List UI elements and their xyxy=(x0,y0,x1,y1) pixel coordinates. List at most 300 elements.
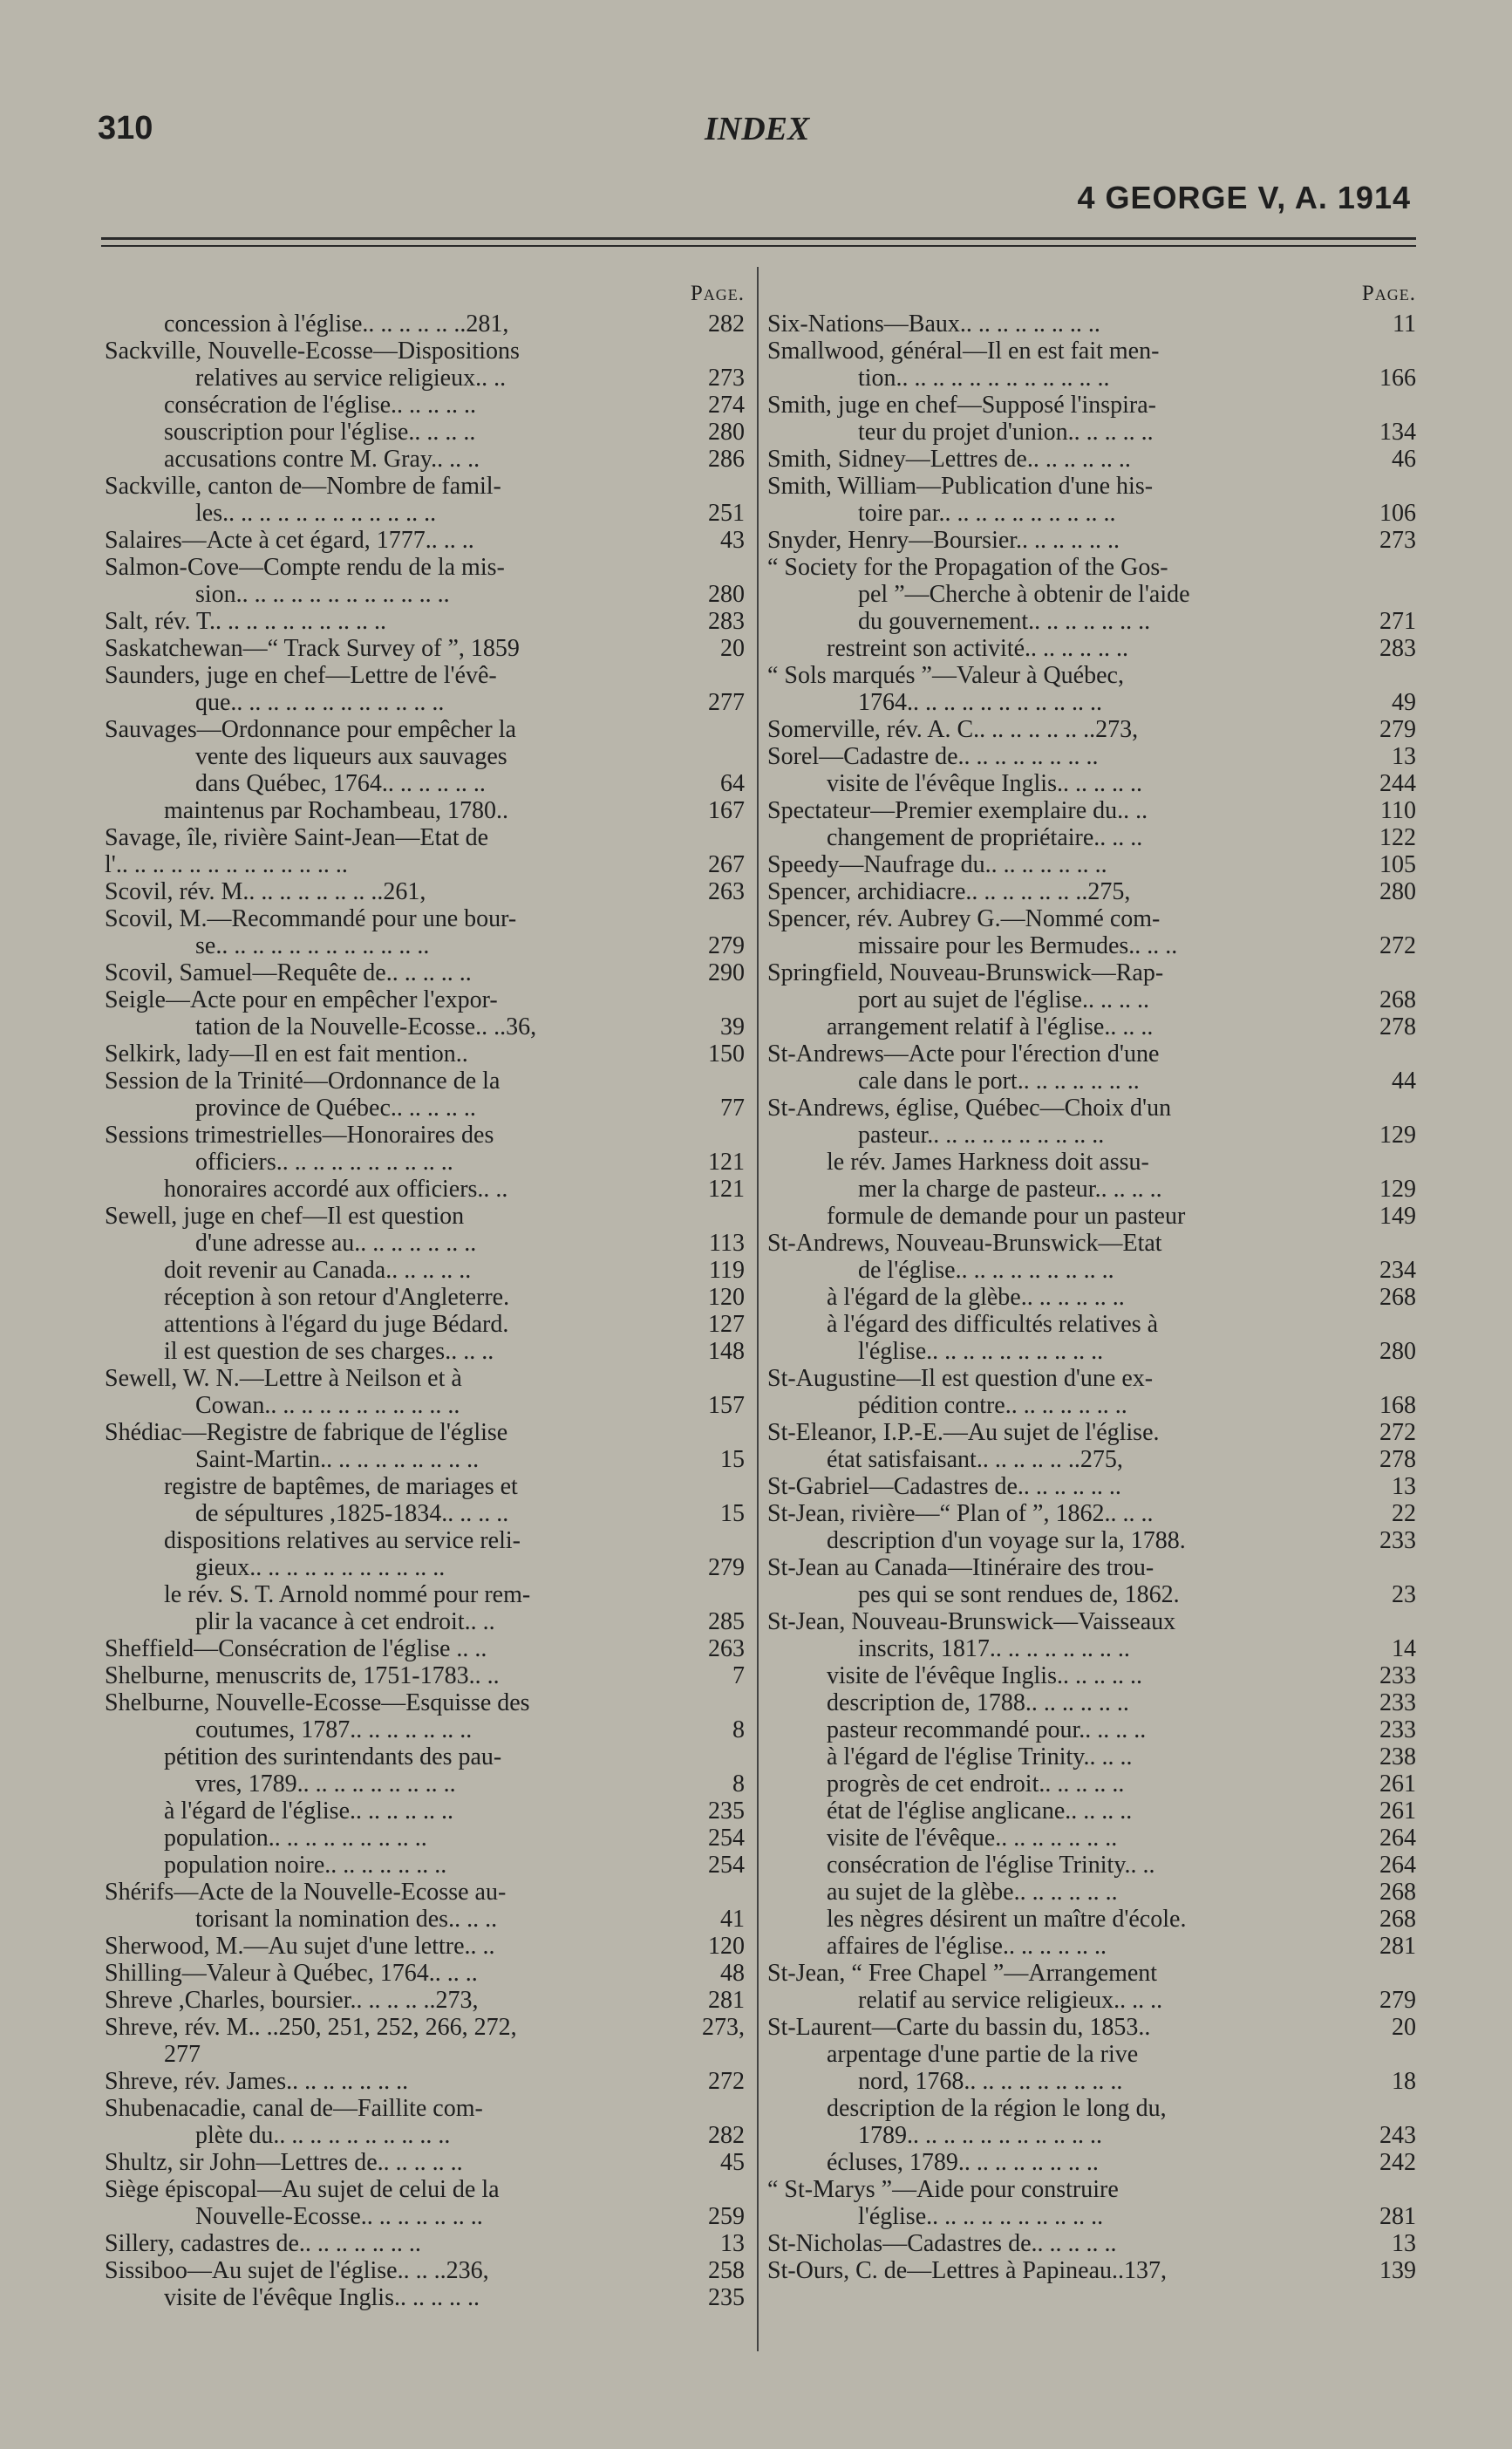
index-entry xyxy=(764,1040,1416,1068)
index-entry xyxy=(764,2068,1416,2095)
index-entry xyxy=(764,878,1416,905)
index-entry xyxy=(101,392,745,419)
entry-page-ref: 113 xyxy=(709,1230,745,1257)
entry-page-ref: 279 xyxy=(708,932,745,959)
entry-text: état satisfaisant.. .. .. .. .. ..275, xyxy=(827,1446,1123,1473)
entries-left xyxy=(101,310,745,2311)
entry-text: arpentage d'une partie de la rive xyxy=(827,2041,1139,2068)
entry-page-ref: 273, xyxy=(702,2014,745,2041)
entry-page-ref: 280 xyxy=(708,581,745,608)
entry-text: visite de l'évêque Inglis.. .. .. .. .. xyxy=(827,770,1142,797)
index-entry xyxy=(764,986,1416,1013)
index-entry xyxy=(101,1068,745,1095)
entry-text: Sauvages—Ordonnance pour empêcher la xyxy=(105,716,516,743)
entry-page-ref xyxy=(1409,473,1416,500)
entry-text: “ St-Marys ”—Aide pour construire xyxy=(767,2176,1119,2203)
entry-text: Saint-Martin.. .. .. .. .. .. .. .. .. xyxy=(195,1446,480,1473)
entry-page-ref xyxy=(738,1122,745,1149)
entry-page-ref: 64 xyxy=(720,770,745,797)
index-entry xyxy=(764,581,1416,608)
entry-page-ref: 148 xyxy=(708,1338,745,1365)
entry-page-ref xyxy=(738,1689,745,1716)
entry-page-ref: 20 xyxy=(720,635,745,662)
entry-text: St-Eleanor, I.P.-E.—Au sujet de l'église. xyxy=(767,1419,1160,1446)
index-entry xyxy=(764,1852,1416,1879)
entry-text: Session de la Trinité—Ordonnance de la xyxy=(105,1068,501,1095)
index-entry xyxy=(101,1906,745,1933)
index-entry xyxy=(101,1500,745,1527)
entry-text: Saunders, juge en chef—Lettre de l'évê- xyxy=(105,662,497,689)
entry-text: description de la région le long du, xyxy=(827,2095,1167,2122)
entry-text: les.. .. .. .. .. .. .. .. .. .. .. .. xyxy=(195,500,437,527)
index-entry xyxy=(764,1960,1416,1987)
entry-text: Sackville, canton de—Nombre de famil- xyxy=(105,473,501,500)
index-entry xyxy=(764,1311,1416,1338)
entry-text: que.. .. .. .. .. .. .. .. .. .. .. .. xyxy=(195,689,445,716)
entry-page-ref: 106 xyxy=(1379,500,1416,527)
index-entry xyxy=(101,581,745,608)
index-entry xyxy=(101,1176,745,1203)
index-entry xyxy=(764,338,1416,365)
entry-page-ref: 8 xyxy=(732,1716,745,1743)
index-entry xyxy=(764,500,1416,527)
index-entry xyxy=(764,824,1416,851)
entry-page-ref xyxy=(738,662,745,689)
entry-page-ref: 290 xyxy=(708,959,745,986)
index-entry xyxy=(764,743,1416,770)
entry-text: tion.. .. .. .. .. .. .. .. .. .. .. .. xyxy=(858,365,1110,392)
entry-page-ref xyxy=(738,1527,745,1554)
index-entry xyxy=(764,1879,1416,1906)
index-entry xyxy=(101,797,745,824)
entry-text: Sorel—Cadastre de.. .. .. .. .. .. .. .. xyxy=(767,743,1099,770)
entry-text: accusations contre M. Gray.. .. .. xyxy=(164,446,480,473)
index-entry xyxy=(101,770,745,797)
entry-text: missaire pour les Bermudes.. .. .. xyxy=(858,932,1178,959)
entry-page-ref xyxy=(738,905,745,932)
index-entry xyxy=(764,554,1416,581)
entry-text: St-Jean, Nouveau-Brunswick—Vaisseaux xyxy=(767,1608,1176,1635)
entry-page-ref: 268 xyxy=(1379,1284,1416,1311)
entry-text: Six-Nations—Baux.. .. .. .. .. .. .. .. xyxy=(767,310,1100,338)
entry-text: population noire.. .. .. .. .. .. .. xyxy=(164,1852,447,1879)
entry-text: pasteur recommandé pour.. .. .. .. xyxy=(827,1716,1147,1743)
entry-text: 1764.. .. .. .. .. .. .. .. .. .. .. xyxy=(858,689,1102,716)
entry-text: état de l'église anglicane.. .. .. .. xyxy=(827,1798,1133,1825)
entry-page-ref: 45 xyxy=(720,2149,745,2176)
entry-text: toire par.. .. .. .. .. .. .. .. .. .. xyxy=(858,500,1116,527)
index-entry xyxy=(764,1635,1416,1662)
entry-page-ref: 286 xyxy=(708,446,745,473)
entry-page-ref xyxy=(1409,1608,1416,1635)
entry-text: changement de propriétaire.. .. .. xyxy=(827,824,1143,851)
entry-page-ref: 134 xyxy=(1379,419,1416,446)
entry-page-ref: 281 xyxy=(1379,1933,1416,1960)
index-entry xyxy=(764,1825,1416,1852)
entry-page-ref: 110 xyxy=(1380,797,1416,824)
entry-text: relatives au service religieux.. .. xyxy=(195,365,507,392)
entry-page-ref: 43 xyxy=(720,527,745,554)
index-entry xyxy=(764,2203,1416,2230)
entry-page-ref: 122 xyxy=(1379,824,1416,851)
entry-page-ref: 233 xyxy=(1379,1716,1416,1743)
entry-text: St-Jean, “ Free Chapel ”—Arrangement xyxy=(767,1960,1158,1987)
entry-page-ref: 254 xyxy=(708,1825,745,1852)
index-entry xyxy=(101,851,745,878)
index-entry xyxy=(764,1473,1416,1500)
entry-text: Nouvelle-Ecosse.. .. .. .. .. .. .. xyxy=(195,2203,483,2230)
index-entry xyxy=(101,1203,745,1230)
index-entry xyxy=(764,1716,1416,1743)
index-entry xyxy=(101,1689,745,1716)
entry-text: pétition des surintendants des pau- xyxy=(164,1743,502,1770)
entry-text: Savage, île, rivière Saint-Jean—Etat de xyxy=(105,824,489,851)
entry-page-ref xyxy=(738,986,745,1013)
index-entry xyxy=(101,527,745,554)
index-entry xyxy=(764,1203,1416,1230)
entry-text: visite de l'évêque Inglis.. .. .. .. .. xyxy=(827,1662,1142,1689)
entry-text: “ Sols marqués ”—Valeur à Québec, xyxy=(767,662,1124,689)
entry-page-ref: 273 xyxy=(1379,527,1416,554)
index-entry xyxy=(101,446,745,473)
entry-page-ref xyxy=(1409,392,1416,419)
entry-page-ref: 150 xyxy=(708,1040,745,1068)
entry-text: Shelburne, menuscrits de, 1751-1783.. .. xyxy=(105,1662,500,1689)
entry-page-ref: 49 xyxy=(1392,689,1416,716)
entry-text: St-Nicholas—Cadastres de.. .. .. .. .. xyxy=(767,2230,1117,2257)
entry-text: Shelburne, Nouvelle-Ecosse—Esquisse des xyxy=(105,1689,530,1716)
index-entry xyxy=(101,1013,745,1040)
entry-text: Smith, juge en chef—Supposé l'inspira- xyxy=(767,392,1156,419)
index-entry xyxy=(101,1257,745,1284)
entry-page-ref: 280 xyxy=(1379,878,1416,905)
entry-page-ref: 13 xyxy=(1392,2230,1416,2257)
index-entry xyxy=(101,2257,745,2284)
index-entry xyxy=(101,1743,745,1770)
entry-page-ref: 279 xyxy=(708,1554,745,1581)
entry-text: visite de l'évêque.. .. .. .. .. .. .. xyxy=(827,1825,1118,1852)
index-entry xyxy=(764,689,1416,716)
running-header: 4 GEORGE V, A. 1914 xyxy=(1077,180,1411,215)
index-entry xyxy=(101,878,745,905)
entry-text: doit revenir au Canada.. .. .. .. .. xyxy=(164,1257,472,1284)
entry-text: formule de demande pour un pasteur xyxy=(827,1203,1186,1230)
index-entry xyxy=(764,2095,1416,2122)
index-entry xyxy=(101,1149,745,1176)
index-entry xyxy=(101,500,745,527)
index-entry xyxy=(764,1743,1416,1770)
entry-page-ref: 149 xyxy=(1379,1203,1416,1230)
entry-text: Salaires—Acte à cet égard, 1777.. .. .. xyxy=(105,527,474,554)
index-entry xyxy=(764,662,1416,689)
entry-page-ref: 272 xyxy=(708,2068,745,2095)
entry-page-ref: 41 xyxy=(720,1906,745,1933)
header-rule xyxy=(101,237,1416,240)
entry-page-ref xyxy=(1409,1230,1416,1257)
entry-page-ref: 168 xyxy=(1379,1392,1416,1419)
index-entry xyxy=(101,1825,745,1852)
index-entry xyxy=(764,1230,1416,1257)
page-column-label: Page. xyxy=(1361,282,1416,305)
entry-page-ref: 268 xyxy=(1379,1906,1416,1933)
column-divider xyxy=(757,267,759,2351)
entry-page-ref: 280 xyxy=(708,419,745,446)
index-entry xyxy=(764,1662,1416,1689)
entry-page-ref: 251 xyxy=(708,500,745,527)
entry-page-ref: 254 xyxy=(708,1852,745,1879)
entry-text: St-Jean, rivière—“ Plan of ”, 1862.. .. .. xyxy=(767,1500,1154,1527)
index-entry xyxy=(101,1122,745,1149)
entry-page-ref: 15 xyxy=(720,1500,745,1527)
entry-page-ref: 121 xyxy=(708,1176,745,1203)
entry-text: consécration de l'église.. .. .. .. .. xyxy=(164,392,477,419)
entry-text: d'une adresse au.. .. .. .. .. .. .. xyxy=(195,1230,477,1257)
entry-text: du gouvernement.. .. .. .. .. .. .. xyxy=(858,608,1151,635)
entry-text: St-Gabriel—Cadastres de.. .. .. .. .. .. xyxy=(767,1473,1121,1500)
index-entry xyxy=(764,608,1416,635)
entry-page-ref xyxy=(738,554,745,581)
entry-page-ref: 20 xyxy=(1392,2014,1416,2041)
entry-text: arrangement relatif à l'église.. .. .. xyxy=(827,1013,1154,1040)
entry-text: à l'égard de l'église.. .. .. .. .. .. xyxy=(164,1798,453,1825)
index-entry xyxy=(764,1095,1416,1122)
index-entry xyxy=(101,1770,745,1798)
entry-text: pes qui se sont rendues de, 1862. xyxy=(858,1581,1180,1608)
entry-text: honoraires accordé aux officiers.. .. xyxy=(164,1176,508,1203)
index-entry xyxy=(101,743,745,770)
entry-page-ref: 120 xyxy=(708,1284,745,1311)
entry-text: affaires de l'église.. .. .. .. .. .. xyxy=(827,1933,1107,1960)
entry-text: Salmon-Cove—Compte rendu de la mis- xyxy=(105,554,505,581)
entry-page-ref: 44 xyxy=(1392,1068,1416,1095)
entry-text: St-Augustine—Il est question d'une ex- xyxy=(767,1365,1154,1392)
entry-page-ref: 268 xyxy=(1379,986,1416,1013)
entry-text: St-Andrews, Nouveau-Brunswick—Etat xyxy=(767,1230,1162,1257)
entry-text: St-Andrews, église, Québec—Choix d'un xyxy=(767,1095,1172,1122)
entry-page-ref xyxy=(738,824,745,851)
entry-page-ref xyxy=(738,338,745,365)
index-entry xyxy=(101,1987,745,2014)
entry-text: St-Laurent—Carte du bassin du, 1853.. xyxy=(767,2014,1151,2041)
index-entry xyxy=(764,1581,1416,1608)
entry-text: Springfield, Nouveau-Brunswick—Rap- xyxy=(767,959,1164,986)
entry-text: progrès de cet endroit.. .. .. .. .. xyxy=(827,1770,1125,1798)
entry-text: dans Québec, 1764.. .. .. .. .. .. xyxy=(195,770,486,797)
entry-page-ref: 279 xyxy=(1379,716,1416,743)
entry-page-ref: 167 xyxy=(708,797,745,824)
entry-text: Sillery, cadastres de.. .. .. .. .. .. .. xyxy=(105,2230,421,2257)
entry-page-ref: 279 xyxy=(1379,1987,1416,2014)
entry-page-ref xyxy=(1409,1554,1416,1581)
entry-text: St-Ours, C. de—Lettres à Papineau..137, xyxy=(767,2257,1168,2284)
entry-page-ref: 127 xyxy=(708,1311,745,1338)
entry-page-ref xyxy=(1409,338,1416,365)
index-entry xyxy=(101,2041,745,2068)
index-entry xyxy=(764,1446,1416,1473)
entry-text: l'.. .. .. .. .. .. .. .. .. .. .. .. .. xyxy=(105,851,348,878)
entry-page-ref: 48 xyxy=(720,1960,745,1987)
entry-page-ref: 271 xyxy=(1379,608,1416,635)
entry-page-ref: 264 xyxy=(1379,1825,1416,1852)
entry-page-ref: 119 xyxy=(709,1257,745,1284)
index-entry xyxy=(101,824,745,851)
entries-right xyxy=(764,310,1416,2284)
entry-page-ref: 281 xyxy=(708,1987,745,2014)
index-column-right xyxy=(764,277,1416,2284)
index-entry xyxy=(764,1013,1416,1040)
index-entry xyxy=(101,1554,745,1581)
entry-page-ref: 14 xyxy=(1392,1635,1416,1662)
entry-text: Snyder, Henry—Boursier.. .. .. .. .. .. xyxy=(767,527,1120,554)
entry-page-ref: 278 xyxy=(1379,1013,1416,1040)
entry-page-ref: 233 xyxy=(1379,1662,1416,1689)
entry-page-ref: 105 xyxy=(1379,851,1416,878)
entry-text: Sissiboo—Au sujet de l'église.. .. ..236, xyxy=(105,2257,489,2284)
entry-page-ref: 274 xyxy=(708,392,745,419)
entry-text: pel ”—Cherche à obtenir de l'aide xyxy=(858,581,1190,608)
entry-page-ref xyxy=(1409,1149,1416,1176)
index-entry xyxy=(764,1122,1416,1149)
index-entry xyxy=(101,1716,745,1743)
entry-page-ref xyxy=(738,743,745,770)
index-entry xyxy=(101,1635,745,1662)
index-entry xyxy=(764,1149,1416,1176)
entry-text: dispositions relatives au service reli- xyxy=(164,1527,521,1554)
entry-page-ref: 267 xyxy=(708,851,745,878)
entry-page-ref: 283 xyxy=(708,608,745,635)
index-entry xyxy=(764,2041,1416,2068)
entry-page-ref xyxy=(1409,2095,1416,2122)
entry-page-ref: 23 xyxy=(1392,1581,1416,1608)
index-entry xyxy=(101,419,745,446)
index-entry xyxy=(101,1230,745,1257)
index-entry xyxy=(764,2149,1416,2176)
index-entry xyxy=(101,689,745,716)
entry-text: Shreve ,Charles, boursier.. .. .. .. ..273, xyxy=(105,1987,479,2014)
index-entry xyxy=(101,959,745,986)
entry-text: visite de l'évêque Inglis.. .. .. .. .. xyxy=(164,2284,480,2311)
entry-page-ref: 282 xyxy=(708,2122,745,2149)
entry-text: torisant la nomination des.. .. .. xyxy=(195,1906,498,1933)
entry-text: sion.. .. .. .. .. .. .. .. .. .. .. .. xyxy=(195,581,450,608)
entry-text: les nègres désirent un maître d'école. xyxy=(827,1906,1187,1933)
entry-text: Spencer, rév. Aubrey G.—Nommé com- xyxy=(767,905,1161,932)
entry-page-ref: 77 xyxy=(720,1095,745,1122)
index-entry xyxy=(764,392,1416,419)
index-entry xyxy=(764,1689,1416,1716)
entry-text: Selkirk, lady—Il en est fait mention.. xyxy=(105,1040,468,1068)
index-entry xyxy=(764,527,1416,554)
entry-page-ref: 233 xyxy=(1379,1689,1416,1716)
entry-page-ref xyxy=(738,1068,745,1095)
entry-page-ref: 129 xyxy=(1379,1122,1416,1149)
index-entry xyxy=(764,1419,1416,1446)
entry-text: Scovil, Samuel—Requête de.. .. .. .. .. xyxy=(105,959,472,986)
entry-page-ref xyxy=(738,1203,745,1230)
entry-text: Salt, rév. T.. .. .. .. .. .. .. .. .. .. xyxy=(105,608,387,635)
entry-text: Seigle—Acte pour en empêcher l'expor- xyxy=(105,986,498,1013)
entry-text: Sewell, juge en chef—Il est question xyxy=(105,1203,465,1230)
entry-page-ref xyxy=(738,473,745,500)
entry-page-ref: 259 xyxy=(708,2203,745,2230)
entry-text: relatif au service religieux.. .. .. xyxy=(858,1987,1163,2014)
entry-text: au sujet de la glèbe.. .. .. .. .. .. xyxy=(827,1879,1118,1906)
index-entry xyxy=(101,986,745,1013)
index-entry xyxy=(101,1527,745,1554)
entry-page-ref: 120 xyxy=(708,1933,745,1960)
header-rule-secondary xyxy=(101,245,1416,247)
index-entry xyxy=(101,2176,745,2203)
entry-page-ref: 263 xyxy=(708,878,745,905)
page-number: 310 xyxy=(98,110,153,147)
entry-text: Shilling—Valeur à Québec, 1764.. .. .. xyxy=(105,1960,478,1987)
index-entry xyxy=(764,716,1416,743)
index-entry xyxy=(101,1392,745,1419)
entry-page-ref: 281 xyxy=(1379,2203,1416,2230)
index-entry xyxy=(764,770,1416,797)
index-entry xyxy=(101,2095,745,2122)
index-entry xyxy=(764,1392,1416,1419)
entry-text: plète du.. .. .. .. .. .. .. .. .. .. xyxy=(195,2122,451,2149)
entry-text: restreint son activité.. .. .. .. .. .. xyxy=(827,635,1129,662)
index-entry xyxy=(101,2203,745,2230)
entry-text: Spencer, archidiacre.. .. .. .. .. .. ..275, xyxy=(767,878,1131,905)
entry-page-ref: 261 xyxy=(1379,1798,1416,1825)
entry-page-ref: 121 xyxy=(708,1149,745,1176)
index-entry xyxy=(764,905,1416,932)
entry-text: Scovil, rév. M.. .. .. .. .. .. .. ..261, xyxy=(105,878,426,905)
entry-text: Siège épiscopal—Au sujet de celui de la xyxy=(105,2176,500,2203)
entry-page-ref xyxy=(1409,554,1416,581)
entry-page-ref: 166 xyxy=(1379,365,1416,392)
entry-text: cale dans le port.. .. .. .. .. .. .. xyxy=(858,1068,1140,1095)
entry-page-ref: 273 xyxy=(708,365,745,392)
page-title: INDEX xyxy=(705,111,810,147)
entry-page-ref: 285 xyxy=(708,1608,745,1635)
entry-page-ref: 39 xyxy=(720,1013,745,1040)
entry-text: Spectateur—Premier exemplaire du.. .. xyxy=(767,797,1148,824)
index-entry xyxy=(764,446,1416,473)
entry-page-ref: 272 xyxy=(1379,1419,1416,1446)
entry-text: maintenus par Rochambeau, 1780.. xyxy=(164,797,509,824)
entry-text: 1789.. .. .. .. .. .. .. .. .. .. .. xyxy=(858,2122,1102,2149)
entry-page-ref: 238 xyxy=(1379,1743,1416,1770)
index-entry xyxy=(764,797,1416,824)
entry-text: de sépultures ,1825-1834.. .. .. .. xyxy=(195,1500,509,1527)
index-entry xyxy=(101,1365,745,1392)
index-entry xyxy=(764,851,1416,878)
entry-text: concession à l'église.. .. .. .. .. ..281, xyxy=(164,310,509,338)
entry-page-ref: 244 xyxy=(1379,770,1416,797)
index-entry xyxy=(764,1365,1416,1392)
entry-text: nord, 1768.. .. .. .. .. .. .. .. .. xyxy=(858,2068,1123,2095)
entry-text: port au sujet de l'église.. .. .. .. xyxy=(858,986,1149,1013)
entry-text: tation de la Nouvelle-Ecosse.. ..36, xyxy=(195,1013,537,1040)
entry-text: l'église.. .. .. .. .. .. .. .. .. .. xyxy=(858,2203,1104,2230)
entry-page-ref xyxy=(1409,1095,1416,1122)
entry-text: province de Québec.. .. .. .. .. xyxy=(195,1095,476,1122)
entry-text: Sackville, Nouvelle-Ecosse—Dispositions xyxy=(105,338,520,365)
entry-text: Sherwood, M.—Au sujet d'une lettre.. .. xyxy=(105,1933,495,1960)
entry-page-ref: 15 xyxy=(720,1446,745,1473)
entry-text: souscription pour l'église.. .. .. .. xyxy=(164,419,476,446)
entry-text: description d'un voyage sur la, 1788. xyxy=(827,1527,1186,1554)
index-entry xyxy=(764,1798,1416,1825)
entry-text: Smith, William—Publication d'une his- xyxy=(767,473,1154,500)
entry-text: pédition contre.. .. .. .. .. .. .. xyxy=(858,1392,1127,1419)
entry-text: St-Jean au Canada—Itinéraire des trou- xyxy=(767,1554,1154,1581)
entry-page-ref xyxy=(1409,959,1416,986)
